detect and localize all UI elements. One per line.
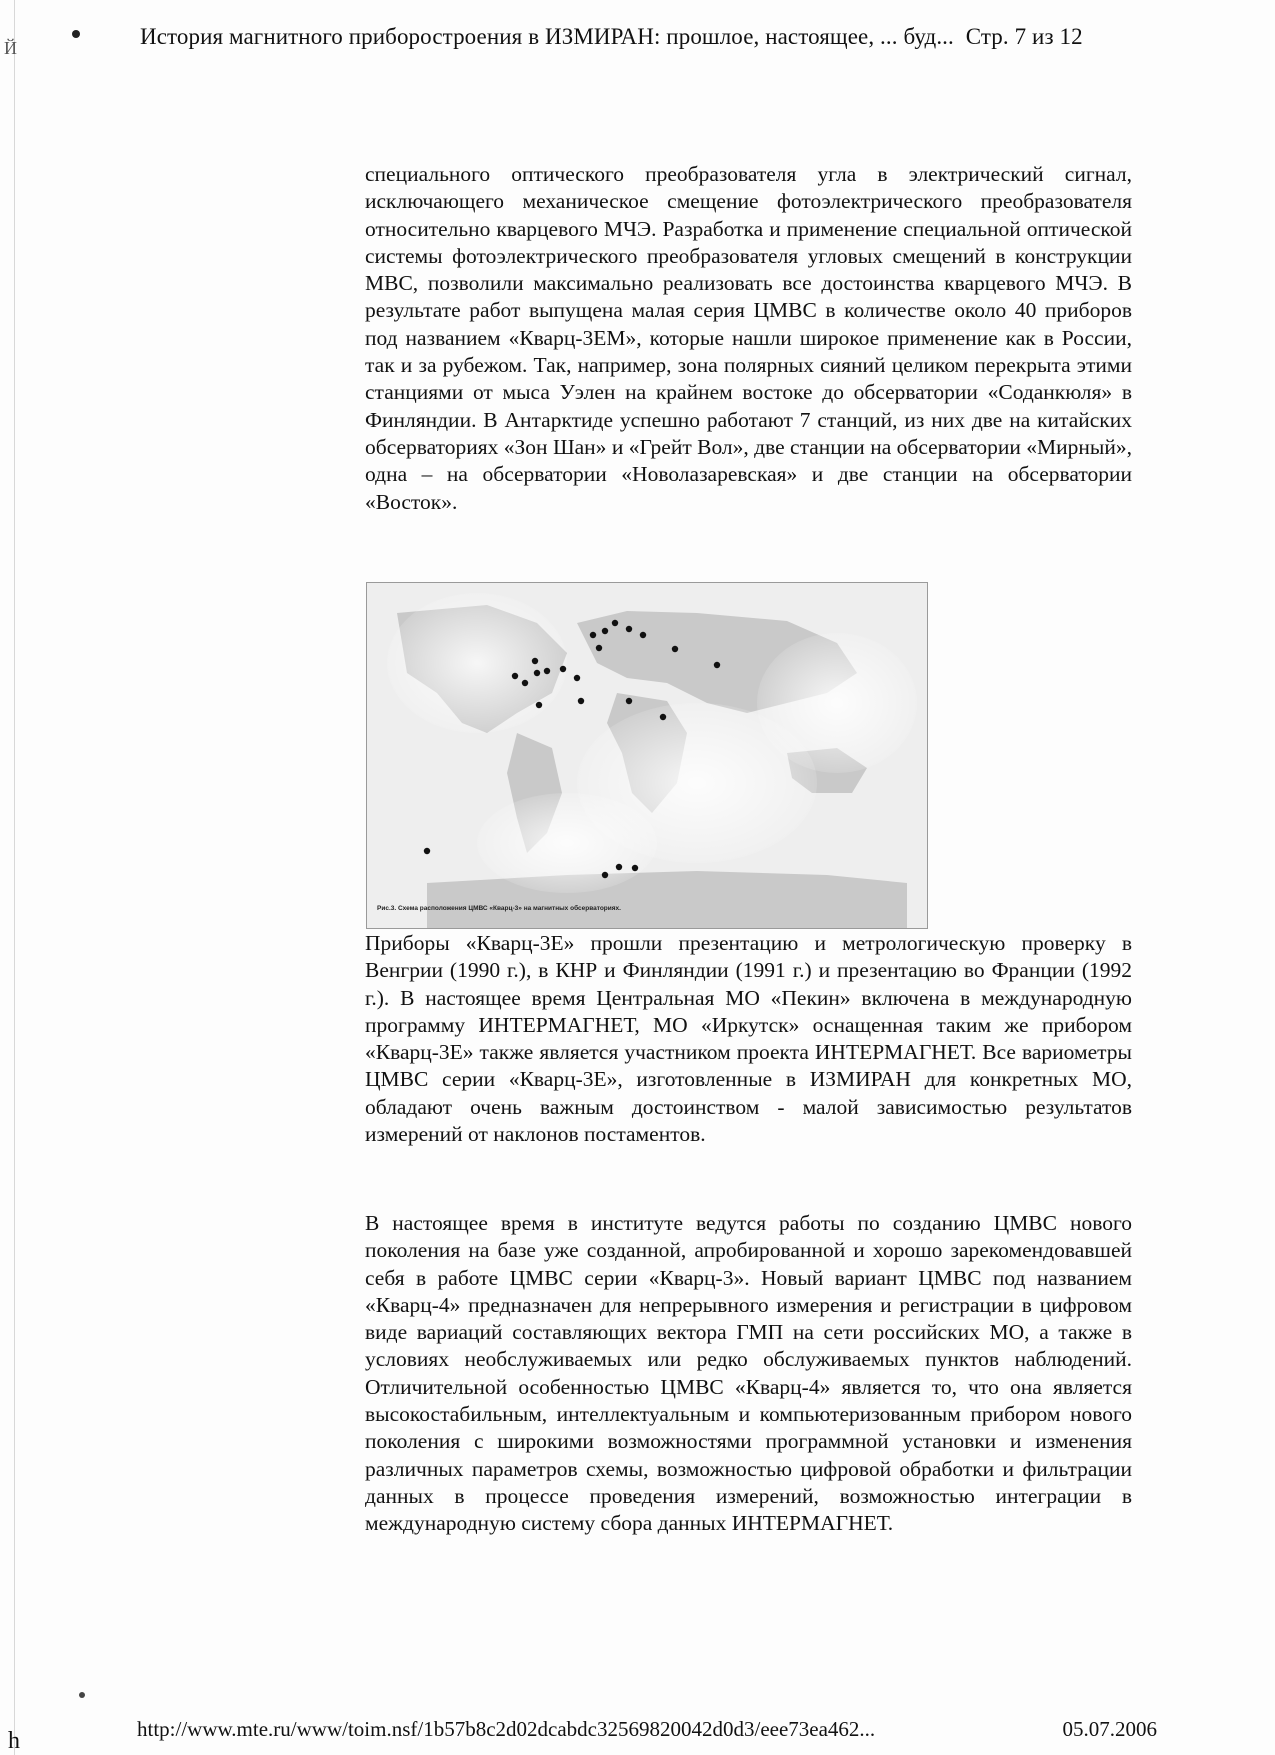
page-header (140, 24, 1170, 50)
scan-left-edge (0, 0, 15, 1755)
station-marker (660, 714, 666, 720)
station-marker (596, 645, 602, 651)
station-marker (578, 698, 584, 704)
station-marker (574, 675, 580, 681)
footer-date: 05.07.2006 (1062, 1717, 1157, 1741)
paragraph-2: Приборы «Кварц-3Е» прошли презентацию и метрологическую проверку в Венгрии (1990 г.), в КНР и Финляндии (1991 г.) и презентацию во Франции (1992 г.). В настоящее время Центральная МО «Пекин» включена в международную программу ИНТЕРМАГНЕТ, МО «Иркутск» оснащенная таким же прибором «Кварц-3Е» также является участником проекта ИНТЕРМАГНЕТ. Все вариометры ЦМВС серии «Кварц-3Е», изготовленные в ИЗМИРАН для конкретных МО, обладают очень важным достоинством - малой зависимостью результатов измерений от наклонов постаментов. (365, 931, 1132, 1147)
footer-bullet-icon (79, 1692, 85, 1698)
edge-mark-top: Й (4, 38, 17, 58)
figure-caption: Рис.3. Схема расположения ЦМВС «Кварц-3» на магнитных обсерваториях. (377, 905, 621, 912)
page-counter: Стр. 7 из 12 (965, 24, 1083, 49)
station-marker (602, 872, 608, 878)
station-marker (640, 632, 646, 638)
station-map-figure (366, 582, 928, 929)
edge-mark-bottom: h (8, 1728, 20, 1754)
station-marker (560, 666, 566, 672)
paragraph-3: В настоящее время в институте ведутся работы по созданию ЦМВС нового поколения на базе уже созданной, апробированной и хорошо зарекомендовавшей себя в работе ЦМВС серии «Кварц-3». Новый вариант ЦМВС под названием «Кварц-4» предназначен для непрерывного измерения и регистрации в цифровом виде вариаций составляющих вектора ГМП на сети российских МО, а также в условиях необслуживаемых или редко обслуживаемых пунктов наблюдений. Отличительной особенностью ЦМВС «Кварц-4» является то, что она является высокостабильным, интеллектуальным и компьютеризованным прибором нового поколения с широкими возможностями программной установки и изменения различных параметров схемы, возможностью цифровой обработки и фильтрации данных в процессе проведения измерений, возможностью интеграции в международную систему сбора данных ИНТЕРМАГНЕТ. (365, 1211, 1132, 1536)
station-marker (612, 620, 618, 626)
header-title: История магнитного приборостроения в ИЗМИРАН: прошлое, настоящее, ... буд... (140, 24, 954, 49)
text-block-2 (365, 930, 1132, 1148)
station-marker (616, 864, 622, 870)
station-marker (626, 698, 632, 704)
station-marker (626, 626, 632, 632)
station-marker (532, 658, 538, 664)
station-marker (714, 662, 720, 668)
station-marker (522, 680, 528, 686)
station-marker (536, 702, 542, 708)
station-marker (672, 646, 678, 652)
footer-url: http://www.mte.ru/www/toim.nsf/1b57b8c2d02dcabdc32569820042d0d3/eee73ea462... (137, 1717, 876, 1741)
station-marker (424, 848, 430, 854)
station-marker (512, 673, 518, 679)
station-marker (534, 670, 540, 676)
paragraph-1: специального оптического преобразователя угла в электрический сигнал, исключающего механическое смещение фотоэлектрического преобразователя относительно кварцевого МЧЭ. Разработка и применение специальной оптической системы фотоэлектрического преобразователя угловых смещений в конструкции МВС, позволили максимально реализовать все достоинства кварцевого МЧЭ. В результате работ выпущена малая серия ЦМВС в количестве около 40 приборов под названием «Кварц-3ЕМ», которые нашли широкое применение как в России, так и за рубежом. Так, например, зона полярных сияний целиком перекрыта этими станциями от мыса Уэлен на крайнем востоке до обсерватории «Соданкюля» в Финляндии. В Антарктиде успешно работают 7 станций, из них две на китайских обсерваториях «Зон Шан» и «Грейт Вол», две станции на обсерватории «Мирный», одна – на обсерватории «Новолазаревская» и две станции на обсерватории «Восток». (365, 162, 1132, 514)
station-marker (544, 668, 550, 674)
station-map (367, 583, 927, 928)
station-marker (602, 628, 608, 634)
station-marker (632, 865, 638, 871)
text-block-1 (365, 161, 1132, 516)
text-block-3 (365, 1210, 1132, 1538)
station-marker (590, 632, 596, 638)
header-bullet-icon (72, 30, 80, 38)
page-footer (137, 1717, 1157, 1742)
